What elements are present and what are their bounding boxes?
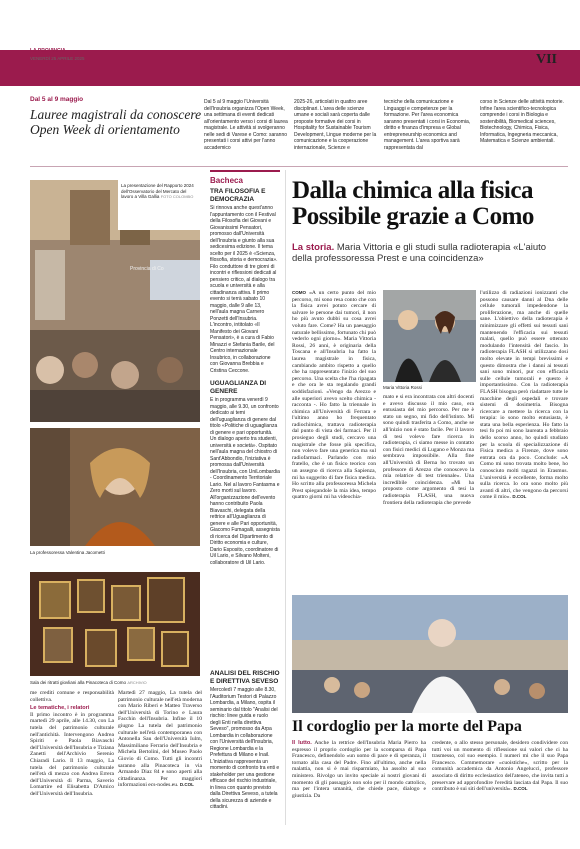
pope-col2 — [432, 740, 568, 824]
bacheca-s1: Si rinnova anche quest'anno l'appuntamento con il Festival della Filosofia dei Giovani e Giovanissimi Pensatori, promosso dall'Università dell'Insubria e giunto alla sua sedicesima edizione. Il tema scelto per il 2025 è «Scienza, filosofia, storia e democrazia». Filo conduttore di tre giorni di incontri e riflessioni dedicati al pensiero critico, al dialogo tra scuola e università e alla cittadinanza attiva. Il primo evento si terrà sabato 10 maggio, dalle 9 alle 13, nell'aula magna Carnero Ponzetti dell'Insubria. L'incontro, intitolato «Il Manifesto dei Giovani Pensatori», è a cura di Fabio Minazzi e Stefania Barile, del Centro internazionale Insubrico, in collaborazione con Giovanna Brebbia e Cristina Ceccone. — [210, 205, 278, 374]
bacheca-s3: Mercoledì 7 maggio alle 8.30, l'Auditorium Testori di Palazzo Lombardia, a Milano, ospita il seminario dal titolo "Analisi del rischio: linee guida e ruolo degli Enti nella direttiva Seveso", promosso da Arpa Lombardia in collaborazione con l'Università dell'Insubria, Regione Lombardia e la Prefettura di Milano e Inail. L'iniziativa rappresenta un momento di confronto tra enti e stakeholder per una gestione efficace del rischio industriale, in linea con quanto previsto dalla Direttiva Seveso, a tutela della sicurezza di aziende e cittadini. — [210, 687, 280, 810]
divider — [30, 166, 568, 167]
date: VENERDÌ 25 APRILE 2025 — [30, 56, 85, 61]
provincia-sign: Provincia di Co — [130, 266, 164, 272]
bottomleft-col2 — [118, 690, 202, 822]
lauree-col3: tecniche della comunicazione e Linguaggi e competenze per la formazione. Per l'area economica saranno presentati i corsi in Economia, diritto e finanza d'impresa e Global entrepreneurship economics and management. L'area sportiva sarà rappresentata dal — [384, 99, 471, 151]
main-subtitle: Maria Vittoria e gli studi sulla radioterapia «L'aiuto della professoressa Prest e una coincidenza» — [292, 242, 547, 264]
bottomleft-subhead: Le tematiche, i relatori — [30, 705, 90, 712]
pope-sig: D.COL — [513, 786, 528, 792]
lauree-title: Lauree magistrali da conoscere Open Week di orientamento — [30, 107, 202, 137]
bottomleft-col1 — [30, 690, 114, 822]
bacheca-s3-head: ANALISI DEL RISCHIO E DIRETTIVA SEVESO — [210, 670, 280, 685]
bacheca-s2-head: UGUAGLIANZA DI GENERE — [210, 380, 267, 395]
bottomleft-col1-top: me crediti comune e responsabilità collettiva. — [30, 690, 114, 703]
pope-title: Il cordoglio per la morte del Papa — [292, 718, 522, 735]
brand: LA PROVINCIA — [30, 48, 66, 54]
bottomleft-sig: D.COL — [179, 782, 194, 788]
pope-col1-text: Anche la rettrice dell'Insubria Maria Pierro ha espresso il proprio cordoglio per la scomparsa di Papa Francesco, definendolo «un uomo di pace e di speranza, il tornato alla casa del Padre. Fino all'ultimo, anche nella malattia, non si è mai risparmiato, ha assolto al suo ministero. Rivolgo un invito speciale ai nostri giovani di momento di gli passaggio non solo per il mondo cattolico, ma per l'intera umanità, che chiede pace, dialogo e giustizia. Da — [292, 740, 426, 799]
photo1-caption: La presentazione del Rapporto 2024 dell'Osservatorio del Mercato del lavoro a Villa Gallia — [121, 183, 194, 199]
lauree-col4: corso in Scienze delle attività motorie. Infine l'area scientifico-tecnologica comprende i corsi in Biologia e sostenibilità, Biomedical sciences, Biotechnology, Chimica, Fisica, Informatica, Ingegneria meccanica, Matematica e Scienze ambientali. — [480, 99, 564, 144]
bacheca-title: Bacheca — [210, 176, 243, 185]
photo2-caption: La professoressa Valentina Jacometti — [30, 550, 105, 555]
main-photo-caption: Maria Vittoria Rossi — [383, 385, 422, 390]
main-col2: mato e si era incontrata con altri docenti e avevo discusso il mio caso, era entusiasta del mio percorso. Per me è stato un segno, mi fido dell'istinto. Mi sono quindi trasferita a Como, anche se all'inizio non è stato facile. Per il lavoro di tesi volevo fare ricerca in radioterapia, ci siamo messe in contatto con fisici medici di Lugano e Monza ma sembrava impossibile. Alla fine all'Università di Berna ho trovato un professore di Arezzo che conoscevo la mia relatrice di test triennale». Una incredibile coincidenza. «Mi ha proposto come argomento di tesi la radioterapia FLASH, una nuova frontiera della radioterapia che prevede — [383, 394, 474, 506]
main-city: COMO — [292, 290, 306, 295]
photo-pope — [292, 595, 568, 713]
pope-col1 — [292, 740, 426, 824]
main-subtitle-wrap — [292, 242, 568, 264]
main-col3 — [480, 290, 568, 590]
main-col3-text: l'utilizzo di radiazioni ionizzanti che possono causare danni al Dna delle cellule tumorali impedendone la proliferazione, ma anche di quelle sane. L'obiettivo della radioterapia è minimizzare gli effetti sui tessuti sani mantenendo l'efficacia sui tessuti malati, quello può essere ottenuto modulando l'intensità del fascio. In radioterapia FLASH si utilizzano dosi molto elevate in tempi brevissimi e questo dimostra che i danni ai tessuti sani sono minori, pur con efficacia sulle cellule tumorali e questo è importantissimo. Con la radioterapia FLASH bisogna però riadattare tutte le macchine degli ospedali e trovare sistemi di dosimetria. Bisogna ricercare a mettere la ricerca con la terapia: io sono molto entusiasta, è stata una bella esperienza. Ho fatto la tesi fo poi mi sono laureata a febbraio dello scorso anno, ho quindi studiato per la scuola di specializzazione di Fisica medica a Firenze, dove sono entrata ora da poco. Conclude: «A Como mi sono trovata molto bene, ho conosciuto molti ragazzi in Erasmus. L'università è eccellente, forma molto sulla ricerca. Io ora sono molto più avanti di altri, che vengono da percorsi come il mio». — [480, 290, 568, 501]
main-title: Dalla chimica alla fisica Possibile grazie a Como — [292, 177, 534, 230]
main-sig: D.COL — [512, 494, 527, 500]
photo-rossi — [383, 290, 476, 382]
main-col1 — [292, 290, 376, 590]
page-number: VII — [536, 52, 558, 67]
photo3-credit: ARCHIVIO — [127, 680, 147, 685]
main-kicker: La storia. — [292, 242, 335, 253]
lauree-col2: 2025-26, articolati in quattro aree disciplinari. L'area delle scienze umane e sociali sarà coperta dalle proposte formative dei corsi in Hospitality for Sustainable Tourism Development, Lingue moderne per la comunicazione e la cooperazione internazionale, Scienze e — [294, 99, 377, 151]
photo3-caption-row — [30, 680, 147, 685]
lauree-kicker: Dal 5 al 9 maggio — [30, 96, 84, 103]
photo-jacometti — [30, 428, 200, 546]
photo1-caption-box — [118, 180, 200, 230]
bottomleft-col2-text: Martedì 27 maggio, La tutela del patrimonio culturale nell'età moderna con Mario Riberi e Matteo Traverso dell'Università di Torino e Laura Facchin dell'Insubria. Infine il 10 giugno La tutela del patrimonio culturale nell'età contemporanea con Antonella Sau dell'Università Iulm, Massimiliano Ferrario dell'Insubria e Michela Bertolini, del Museo Paolo Giovio di Como. Tutti gli incontri saranno alla Pinacoteca in via Armando Diaz 84 e sono aperti alla cittadinanza. Per maggiori informazioni ecs-nodes.eu. — [118, 690, 202, 789]
bacheca-s2: È in programma venerdì 9 maggio, alle 9.30, un confronto dedicato ai temi dell'uguaglianza di genere dal titolo «Politiche di uguaglianza di genere e pari opportunità. Un dialogo aperto tra studenti, università e società». Ospitato nell'aula magna del chiostro di Sant'Abbondio, l'iniziativa è promossa dall'Università dell'Insubria, con UniLombardia - Coordinamento Territoriale Lario. Nel al lavoro Fantasma e Zero morti sul lavoro. All'organizzazione dell'evento hanno contribuito Paola Biavaschi, delegata della rettrice all'Uguaglianza di genere e alle Pari opportunità, Giacomo Fumagalli, assegnista di ricerca del Dipartimento di Diritto economia e culture, Dario Esposito, coordinatore di Uil Lario, e Silvano Molteni, collaboratore di Uil Lario. — [210, 397, 280, 566]
bacheca-rule — [210, 170, 280, 172]
pope-col2-text: credente, o allo stesso personale, desidero condividere con tutti voi un momento di riflessione sui valori che ci ha trasmesso, col suo esempio. I numeri mi che il suo Papa Francesco. Commemorare «cuoistiche», scritto per la comunità accademica da Antonio Angelucci, professore associato di diritto ecclesiastico dell'ateneo, che invita tutti a preservare ad approfondire l'eredità lasciata dal Papa. Il suo contributo è sui siti dell'università». — [432, 740, 568, 793]
photo-pinacoteca — [30, 572, 200, 676]
photo3-caption: Sala dei ritratti giovliani alla Pinacoteca di Como — [30, 680, 127, 685]
photo1-credit: FOTO COLOMBO — [160, 194, 194, 199]
main-col1-text: «A un certo punto del mio percorso, mi sono resa conto che con la fisica avrei potuto cercare di salvare le persone dai tumori, il non ho più avuto dubbi su cosa avrei voluto fare. Come? Ha un paesaggio naturale bellissimo, fortunato chi può vederlo ogni giorno». Maria Vittoria Rossi, 26 anni, è originaria della Toscana e all'Insubria ha fatto la laurea magistrale in fisica, cambiando ambito rispetto a quello che ha rappresentato l'inizio del suo percorso. Una scelta che l'ha ripagata e che ora le sta regalando grandi soddisfazioni. «Vengo da Arezzo e alle superiori avevo scelto chimica - racconta -. Ho fatto la triennale in chimica all'Università di Ferrara e l'ultimo anno ho frequentato radiochimica, trattava radioterapia dal punto di vista dei farmaci. Per il prosieguo degli studi, cercavo una magistrale che fosse più specifica, non volevo fare una generica ma sul radiofarmaci. Parlando con mio fratello, che è un fisico teorico con un assegno di ricerca alla Sapienza, mi ha suggerito di fare fisica medica. Ho scritto alla professoressa Michela Prest spiegandole la mia idea, tempo quattro giorni mi ha videochia- — [292, 290, 376, 501]
bottomleft-col1-text: Il primo incontro è in programma martedì 29 aprile, alle 14.30, con La tutela del patrimonio culturale nell'antichità. Intervengono Andrea Spiriti e Paola Biavaschi dell'Università dell'Insubria e Tiziana Zanetti dell'Archivio Serenio Chiaradi Lario. Il 13 maggio, La tutela del patrimonio culturale nell'età di mezzo con Andrea Errera dell'Università di Parma, Saverio Lomartire ed Elisabetta D'Amico dell'Università dell'Insubria. — [30, 711, 114, 797]
bacheca-s1-head: TRA FILOSOFIA E DEMOCRAZIA — [210, 188, 266, 203]
column-divider — [285, 170, 286, 825]
lauree-col1: Dal 5 al 9 maggio l'Università dell'Insubria organizza l'Open Week, una settimana di eventi dedicati all'orientamento verso i corsi di laurea magistrale. Le attività si svolgeranno nelle sedi di Varese e Como: saranno presentati i corsi attivi per l'anno accademico — [204, 99, 288, 151]
masthead-bar — [0, 50, 580, 86]
pope-kicker: Il lutto. — [292, 740, 312, 746]
